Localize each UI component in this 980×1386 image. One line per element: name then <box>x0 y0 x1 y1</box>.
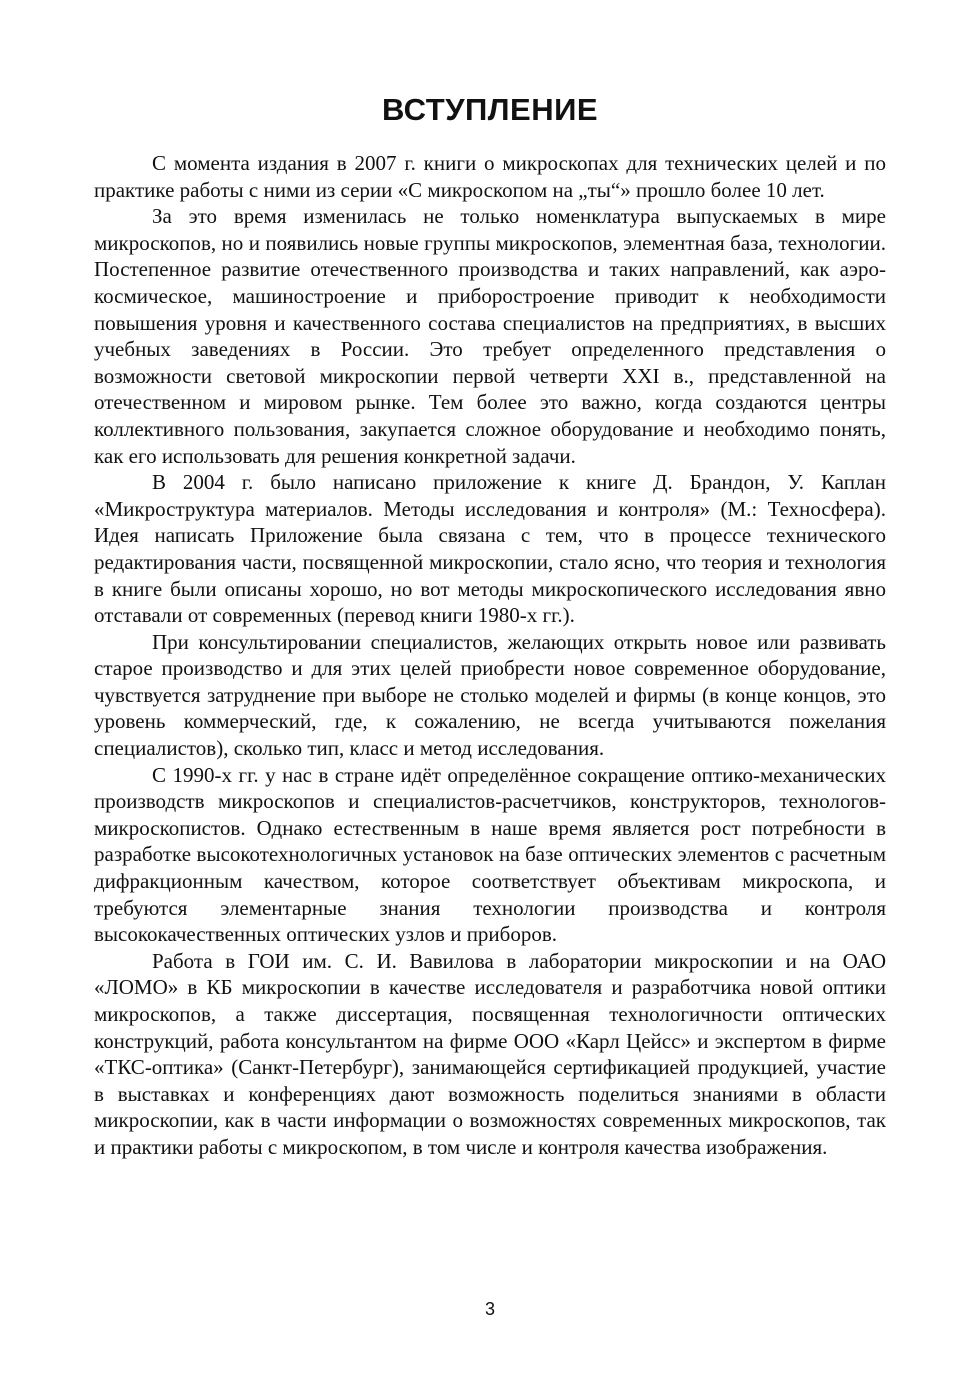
paragraph: При консультировании специалистов, желающих открыть новое или развивать старое производство и для этих целей приобрести новое современное оборудование, чувствуется затруднение при выборе не столько моделей и фирмы (в конце концов, это уровень коммерческий, где, к сожалению, не всегда учитываются пожелания специалистов), сколько тип, класс и метод исследования. <box>94 629 886 761</box>
paragraph: За это время изменилась не только номенклатура выпускаемых в мире микроскопов, но и появились новые группы микроскопов, элементная база, технологии. Постепенное развитие отечественного производства и таких направлений, как аэро-космическое, машиностроение и приборостроение приводит к необходимости повышения уровня и качественного состава специалистов на предприятиях, в высших учебных заведениях в России. Это требует определенного представления о возможности световой микроскопии первой четверти XXI в., представленной на отечественном и мировом рынке. Тем более это важно, когда создаются центры коллективного пользования, закупается сложное оборудование и необходимо понять, как его использовать для решения конкретной задачи. <box>94 204 886 468</box>
page-title: ВСТУПЛЕНИЕ <box>381 92 599 127</box>
paragraph: В 2004 г. было написано приложение к книге Д. Брандон, У. Каплан «Микроструктура материалов. Методы исследования и контроля» (М.: Техносфера). Идея написать Приложение была связана с тем, что в процессе технического редактирования части, посвященной микроскопии, стало ясно, что теория и технология в книге были описаны хорошо, но вот методы микроскопического исследования явно отставали от современных (перевод книги 1980-х гг.). <box>94 470 886 628</box>
paragraph: Работа в ГОИ им. С. И. Вавилова в лаборатории микроскопии и на ОАО «ЛОМО» в КБ микроскопии в качестве исследователя и разработчика новой оптики микроскопов, а также диссертация, посвященная технологичности оптических конструкций, работа консультантом на фирме ООО «Карл Цейсс» и экспертом в фирме «ТКС-оптика» (Санкт-Петербург), занимающейся сертификацией продукцией, участие в выставках и конференциях дают возможность поделиться знаниями в области микроскопии, как в части информации о возможностях современных микроскопов, так и практики работы с микроскопом, в том числе и контроля качества изображения. <box>94 948 886 1159</box>
page-number: 3 <box>484 1299 495 1319</box>
paragraph: С 1990-х гг. у нас в стране идёт определённое сокращение оптико-механических производств микроскопов и специалистов-расчетчиков, конструкторов, технологов-микроскопистов. Однако естественным в наше время является рост потребности в разработке высокотехнологичных установок на базе оптических элементов с расчетным дифракционным качеством, которое соответствует объективам микроскопа, и требуются элементарные знания технологии производства и контроля высококачественных оптических узлов и приборов. <box>94 762 886 947</box>
body-text <box>94 150 886 1161</box>
paragraph: С момента издания в 2007 г. книги о микроскопах для технических целей и по практике работы с ними из серии «С микроскопом на „ты“» прошло более 10 лет. <box>94 151 886 202</box>
